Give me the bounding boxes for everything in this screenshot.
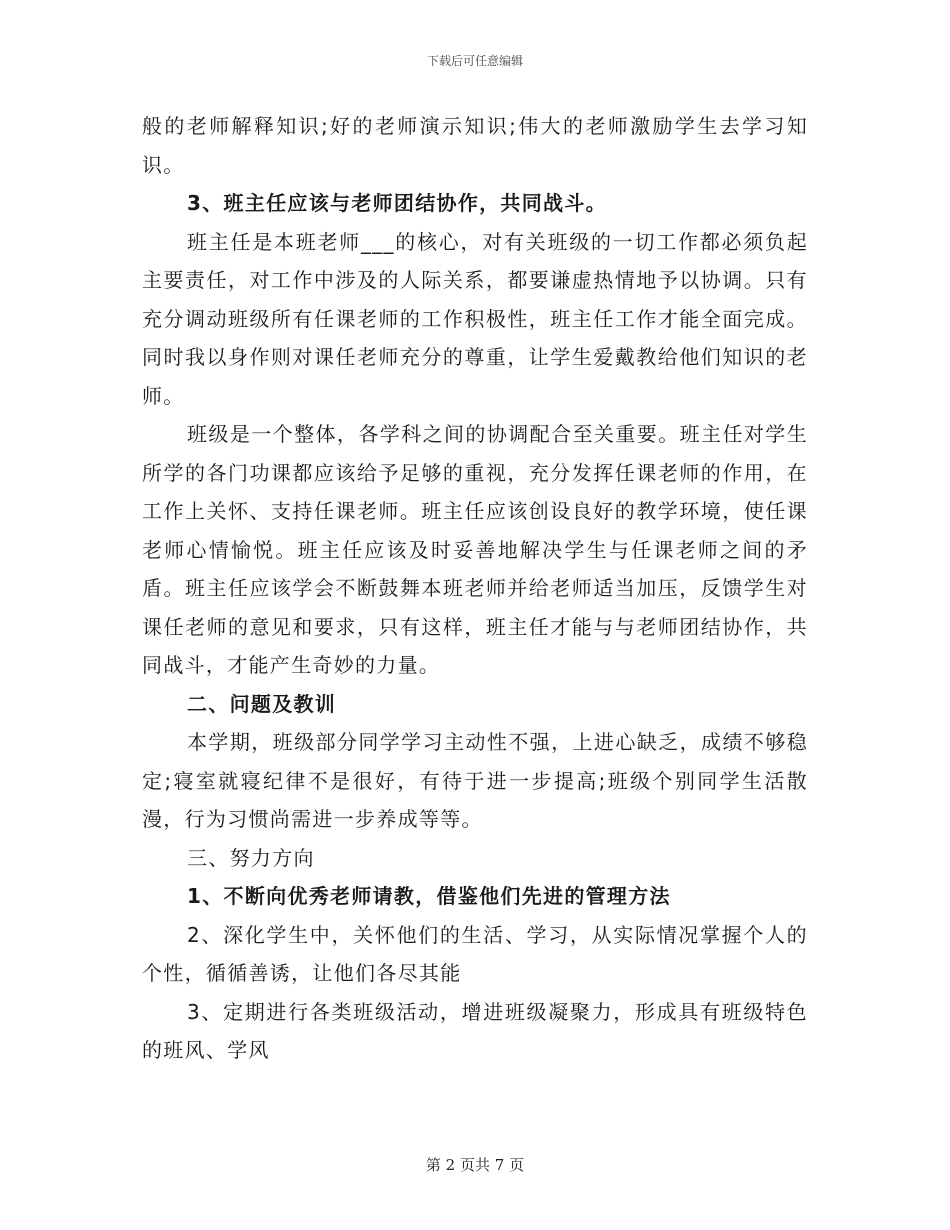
document-body [142,107,808,1070]
list-item-2: 2、深化学生中，关怀他们的生活、学习，从实际情况掌握个人的个性，循循善诱，让他们各尽其能 [142,922,808,985]
paragraph-class-whole: 班级是一个整体，各学科之间的协调配合至关重要。班主任对学生所学的各门功课都应该给予足够的重视，充分发挥任课老师的作用，在工作上关怀、支持任课老师。班主任应该创设良好的教学环境，使任课老师心情愉悦。班主任应该及时妥善地解决学生与任课老师之间的矛盾。班主任应该学会不断鼓舞本班老师并给老师适当加压，反馈学生对课任老师的意见和要求，只有这样，班主任才能与与老师团结协作，共同战斗，才能产生奇妙的力量。 [142,422,808,677]
paragraph-problems: 本学期，班级部分同学学习主动性不强，上进心缺乏，成绩不够稳定;寝室就寝纪律不是很好，有待于进一步提高;班级个别同学生活散漫，行为习惯尚需进一步养成等等。 [142,730,808,831]
subheading-3: 3、班主任应该与老师团结协作，共同战斗。 [187,191,607,215]
list-item-3: 3、定期进行各类班级活动，增进班级凝聚力，形成具有班级特色的班风、学风 [142,999,808,1062]
paragraph-continuation: 般的老师解释知识;好的老师演示知识;伟大的老师激励学生去学习知识。 [142,114,808,177]
page-footer: 第 2 页共 7 页 [425,1156,525,1174]
section-heading-direction: 三、努力方向 [187,845,315,870]
paragraph-head-teacher-core: 班主任是本班老师___的核心，对有关班级的一切工作都必须负起主要责任，对工作中涉及的人际关系，都要谦虚热情地予以协调。只有充分调动班级所有任课老师的工作积极性，班主任工作才能全面完成。同时我以身作则对课任老师充分的尊重，让学生爱戴教给他们知识的老师。 [142,229,808,408]
list-item-1: 1、不断向优秀老师请教，借鉴他们先进的管理方法 [187,884,671,908]
section-heading-problems: 二、问题及教训 [187,691,337,716]
page-header: 下载后可任意编辑 [426,54,523,68]
